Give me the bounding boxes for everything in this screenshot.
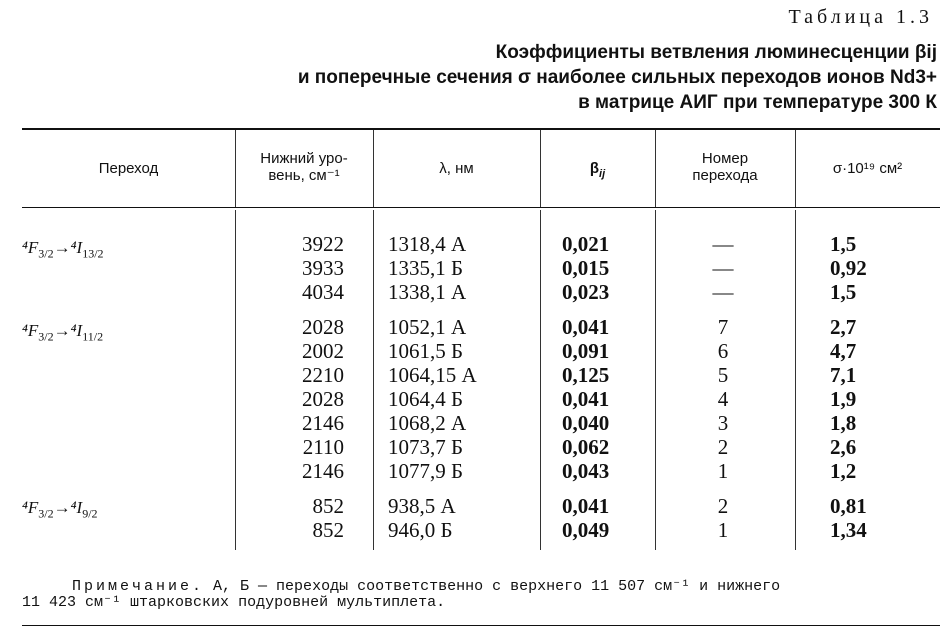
header-level-line-2: вень, см⁻¹ bbox=[268, 167, 340, 184]
lambda-cell: 1335,1 Б bbox=[388, 256, 464, 280]
sigma-cell: 0,81 bbox=[830, 494, 867, 518]
col-divider bbox=[540, 210, 541, 550]
number-cell: 3 bbox=[717, 411, 729, 435]
top-rule bbox=[22, 128, 940, 130]
lambda-cell: 938,5 А bbox=[388, 494, 456, 518]
level-cell: 2210 bbox=[302, 363, 344, 387]
level-cell: 2146 bbox=[302, 459, 344, 483]
sigma-cell: 1,2 bbox=[830, 459, 857, 483]
header-lambda: λ, нм bbox=[439, 160, 474, 177]
beta-cell: 0,021 bbox=[562, 232, 610, 256]
bottom-rule bbox=[22, 625, 940, 626]
lambda-cell: 1064,4 Б bbox=[388, 387, 464, 411]
beta-cell: 0,062 bbox=[562, 435, 610, 459]
level-column bbox=[248, 494, 344, 542]
sigma-cell: 7,1 bbox=[830, 363, 857, 387]
number-cell: 5 bbox=[717, 363, 729, 387]
note-label: Примечание. bbox=[72, 578, 205, 595]
col-divider bbox=[795, 210, 796, 550]
transition-label: $^4F_{3/2}\to^4I_{9/2}$ bbox=[22, 498, 98, 521]
beta-cell: 0,040 bbox=[562, 411, 610, 435]
table-number: Таблица 1.3 bbox=[788, 6, 933, 28]
number-cell: 2 bbox=[717, 494, 729, 518]
lambda-cell: 1052,1 А bbox=[388, 315, 467, 339]
sigma-cell: 1,5 bbox=[830, 232, 857, 256]
header-number-line-2: перехода bbox=[692, 167, 758, 184]
level-cell: 3922 bbox=[302, 232, 344, 256]
header-number-line-1: Номер bbox=[701, 150, 749, 167]
lambda-column bbox=[388, 494, 528, 542]
lambda-cell: 1077,9 Б bbox=[388, 459, 464, 483]
number-column bbox=[693, 494, 753, 542]
beta-cell: 0,091 bbox=[562, 339, 610, 363]
number-cell: 7 bbox=[717, 315, 729, 339]
lambda-cell: 946,0 Б bbox=[388, 518, 453, 542]
transition-label: $^4F_{3/2}\to^4I_{11/2}$ bbox=[22, 321, 104, 344]
level-cell: 852 bbox=[312, 518, 344, 542]
level-column bbox=[248, 232, 344, 304]
lambda-cell: 1064,15 А bbox=[388, 363, 477, 387]
beta-cell: 0,041 bbox=[562, 387, 610, 411]
header-sigma: σ·10¹⁹ см² bbox=[832, 160, 903, 177]
title-line-2: и поперечные сечения σ наиболее сильных переходов ионов Nd3+ bbox=[297, 67, 937, 88]
level-cell: 2110 bbox=[302, 435, 344, 459]
sigma-cell: 0,92 bbox=[830, 256, 867, 280]
number-cell: — bbox=[712, 232, 734, 256]
lambda-cell: 1068,2 А bbox=[388, 411, 467, 435]
number-cell: — bbox=[712, 256, 734, 280]
header-number bbox=[655, 150, 795, 184]
lambda-cell: 1061,5 Б bbox=[388, 339, 464, 363]
lambda-column bbox=[388, 315, 528, 483]
sigma-cell: 1,8 bbox=[830, 411, 857, 435]
sigma-cell: 1,34 bbox=[830, 518, 867, 542]
level-cell: 2028 bbox=[302, 387, 344, 411]
number-cell: 6 bbox=[717, 339, 729, 363]
table-note bbox=[22, 579, 940, 611]
sigma-cell: 1,5 bbox=[830, 280, 857, 304]
number-cell: 4 bbox=[717, 387, 729, 411]
beta-cell: 0,023 bbox=[562, 280, 610, 304]
beta-column bbox=[562, 232, 642, 304]
col-divider bbox=[235, 210, 236, 550]
header-rule bbox=[22, 207, 940, 208]
sigma-cell: 2,7 bbox=[830, 315, 857, 339]
title-line-3: в матрице АИГ при температуре 300 К bbox=[578, 92, 937, 113]
beta-cell: 0,043 bbox=[562, 459, 610, 483]
sigma-column bbox=[830, 315, 910, 483]
number-column bbox=[693, 232, 753, 304]
note-line-2: 11 423 см⁻¹ штарковских подуровней мультиплета. bbox=[22, 594, 446, 611]
level-cell: 3933 bbox=[302, 256, 344, 280]
beta-cell: 0,125 bbox=[562, 363, 610, 387]
lambda-cell: 1073,7 Б bbox=[388, 435, 464, 459]
beta-cell: 0,041 bbox=[562, 315, 610, 339]
number-column bbox=[693, 315, 753, 483]
number-cell: 1 bbox=[717, 518, 729, 542]
transition-label: $^4F_{3/2}\to^4I_{13/2}$ bbox=[22, 238, 104, 261]
number-cell: 1 bbox=[717, 459, 729, 483]
sigma-column bbox=[830, 232, 910, 304]
sigma-cell: 2,6 bbox=[830, 435, 857, 459]
level-cell: 852 bbox=[312, 494, 344, 518]
header-level bbox=[235, 150, 373, 184]
note-line-1: А, Б — переходы соответственно с верхнего 11 507 см⁻¹ и нижнего bbox=[213, 578, 781, 595]
lambda-cell: 1338,1 А bbox=[388, 280, 467, 304]
header-beta: $\beta_{ij}$ bbox=[589, 160, 606, 180]
title-line-1: Коэффициенты ветвления люминесценции βij bbox=[495, 42, 937, 63]
sigma-cell: 4,7 bbox=[830, 339, 857, 363]
beta-column bbox=[562, 315, 642, 483]
sigma-cell: 1,9 bbox=[830, 387, 857, 411]
level-column bbox=[248, 315, 344, 483]
level-cell: 4034 bbox=[302, 280, 344, 304]
beta-cell: 0,041 bbox=[562, 494, 610, 518]
header-transition: Переход bbox=[98, 160, 159, 177]
table-title bbox=[298, 40, 937, 115]
header-level-line-1: Нижний уро- bbox=[260, 150, 348, 167]
number-cell: 2 bbox=[717, 435, 729, 459]
lambda-column bbox=[388, 232, 528, 304]
level-cell: 2002 bbox=[302, 339, 344, 363]
col-divider bbox=[373, 210, 374, 550]
beta-cell: 0,015 bbox=[562, 256, 610, 280]
beta-column bbox=[562, 494, 642, 542]
level-cell: 2028 bbox=[302, 315, 344, 339]
lambda-cell: 1318,4 А bbox=[388, 232, 467, 256]
level-cell: 2146 bbox=[302, 411, 344, 435]
number-cell: — bbox=[712, 280, 734, 304]
col-divider bbox=[655, 210, 656, 550]
sigma-column bbox=[830, 494, 910, 542]
beta-cell: 0,049 bbox=[562, 518, 610, 542]
